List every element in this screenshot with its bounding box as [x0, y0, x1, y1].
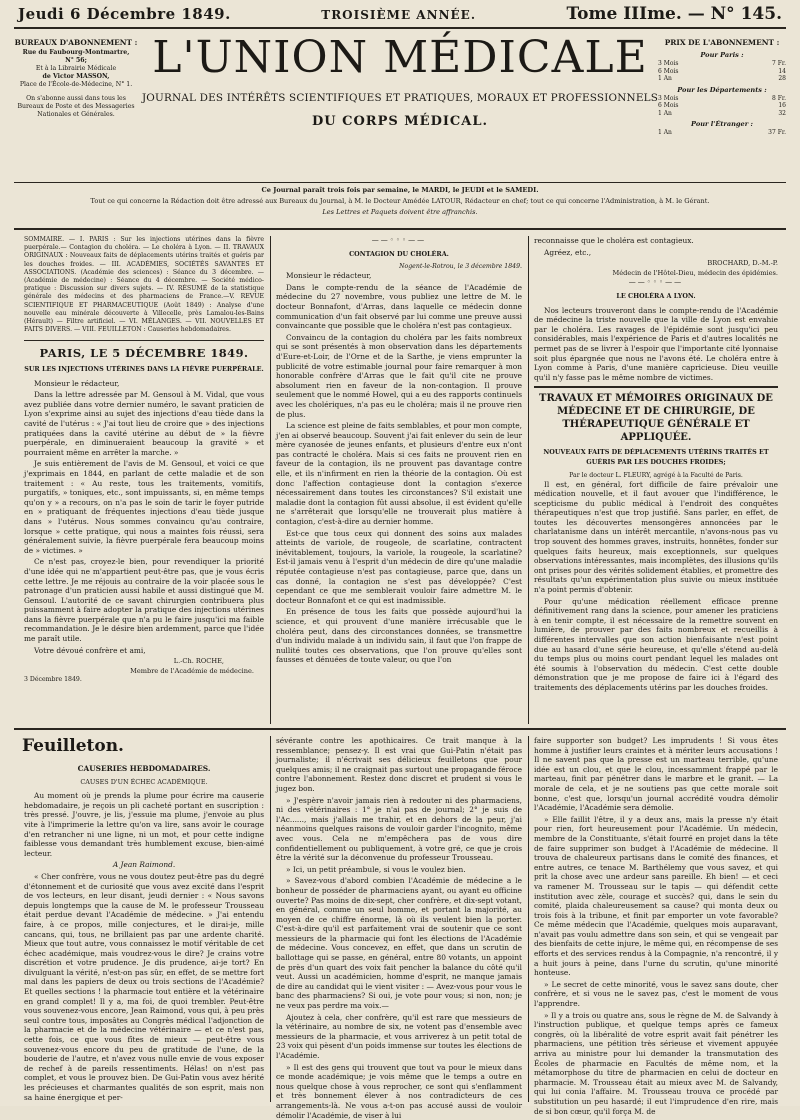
- column-divider: [270, 736, 271, 1102]
- paris-heading: PARIS, LE 5 DÉCEMBRE 1849.: [39, 346, 249, 361]
- paragraph: Pour qu'une médication réellement efficace prenne définitivement rang dans la science, pour amener les praticiens à en tenir compte, il est nécessaire de la remettre souvent en lumière, de prouver par des faits nombreux et recueillis à différentes intervalles que son action bienfaisante n'est point due au hasard d'une série heureuse, et qu'elle s'étend au-delà du temps plus ou moins court pendant lequel les malades ont été soumis à l'observation du médecin. C'est cette double démonstration que je me propose de faire ici à l'égard des traitements des déplacements utérins par les douches froides.: [534, 596, 778, 692]
- column-1: [24, 236, 264, 724]
- signature-title: Médecin de l'Hôtel-Dieu, médecin des épidémies.: [612, 268, 778, 277]
- feuilleton-column-2: [276, 736, 522, 1120]
- travaux-subheading: NOUVEAUX FAITS DE DÉPLACEMENTS UTÉRINS TRAITÉS ET GUÉRIS PAR LES DOUCHES FROIDES;: [543, 448, 769, 466]
- dateline: Nogent-le-Rotrou, le 3 décembre 1849.: [399, 263, 522, 271]
- cholera-heading: CONTAGION DU CHOLÉRA.: [349, 249, 449, 258]
- closing: Agréez, etc.,: [544, 247, 592, 257]
- notice-rule: [14, 182, 786, 183]
- paragraph: » Savez-vous d'abord combien l'Académie de médecine a le bonheur de posséder de pharmaciens ayant, ou ayant eu officine ouverte? Pas moins de dix-sept, cher confrère, et dix-sept votant, en général, comme un seul homme, et portant la majorité, au moyen de ce chiffre énorme, là où ils veulent bien la porter. C'est-à-dire qu'il est parfaitement vrai de soutenir que ce sont messieurs de la pharmacie qui font les élections de l'Académie de médecine. Vous concevez, en effet, que dans un scrutin de ballottage qui se passe, en général, entre 80 votants, un appoint de près d'un quart des voix fait pencher la balance du côté qu'il veut. Aussi un académicien, homme d'esprit, ne manque jamais de dire au candidat qui le vient visiter : — Avez-vous pour vous le banc des pharmaciens? Si oui, je vote pour vous; si non, non; je ne veux pas perdre ma voix.—: [276, 876, 522, 1011]
- issue-year: TROISIÈME ANNÉE.: [321, 8, 477, 22]
- price-row: 6 Mois 16: [658, 102, 786, 109]
- top-bar: [18, 4, 782, 24]
- feuilleton-subtitle: CAUSERIES HEBDOMADAIRES.: [77, 764, 211, 773]
- paragraph: En présence de tous les faits que possède aujourd'hui la science, et qui prouvent d'une manière irrécusable que le choléra peut, dans des circonstances données, se transmettre d'un individu malade à un individu sain, il faut que l'on frappe de nullité toutes ces observations, que l'on prouve qu'elles sont fausses et dénuées de toute valeur, ou que l'on: [276, 607, 522, 665]
- paragraph: » Il y a trois ou quatre ans, sous le règne de M. de Salvandy à l'instruction publique, et quelque temps après ce fameux congrès, où la libéralité de votre esprit avait fait pénétrer les pharmaciens, une pétition très sérieuse et vivement appuyée arriva au ministre pour lui demander la transmutation des Écoles de pharmacie en Facultés de même nom, et la métamorphose du titre de pharmacien en celui de docteur en pharmacie. M. Trousseau était au mieux avec M. de Salvandy, qui lui conia l'affaire. M. Trousseau trouva ce procédé par substitution un peu hasardé; il eut l'imprudence d'en rire, mais de si bon cœur, qu'il força M. de: [534, 1010, 778, 1116]
- paragraph: Votre dévoué confrère et ami,: [34, 645, 146, 655]
- issue-date: Jeudi 6 Décembre 1849.: [18, 5, 231, 23]
- postage-notice: Les Lettres et Paquets doivent être affranchis.: [322, 208, 478, 216]
- column-divider: [528, 736, 529, 1102]
- subscription-foreign-label: Pour l'Étranger :: [691, 120, 753, 128]
- feuilleton-column-3: [534, 736, 778, 1116]
- ornament: ——◦◦◦——: [371, 236, 427, 244]
- travaux-heading: TRAVAUX ET MÉMOIRES ORIGINAUX DE MÉDECINE ET DE CHIRURGIE, DE THÉRAPEUTIQUE GÉNÉRALE ET APPLIQUÉE.: [539, 393, 773, 444]
- offices-line: de Victor MASSON,: [42, 73, 110, 80]
- offices-line: Et à la Librairie Médicale: [35, 65, 117, 72]
- feuilleton-title: Feuilleton.: [22, 736, 124, 756]
- subscription-title: PRIX DE L'ABONNEMENT :: [664, 38, 780, 47]
- paragraph: « Cher confrère, vous ne vous doutez peut-être pas du degré d'étonnement et de curiosité que vous avez excité dans l'esprit de vos lecteurs, en leur disant, jeudi dernier : « Nous savons depuis longtemps que la cause de M. le professeur Trousseau était perdue devant l'Académie de médecine. » J'ai entendu faire, à ce propos, mille conjectures, et le dirai-je, mille cancans, qui, tous, ne brillaient pas par une ardente charité. Mieux que tout autre, vous connaissez le motif véritable de cet échec académique, mais voudrez-vous le dire? Je crains votre discrétion et votre prudence. Je dis prudence, ai-je tort? En divulguant la vérité, n'est-on pas sûr, en effet, de se mettre fort mal dans les papiers de deux ou trois sections de l'Académie? Et quelles sections ! la pharmacie tout entière et la vétérinaire en grand complet! Il y a, ma foi, de quoi trembler. Peut-être vous souvenez-vous encore, Jean Raimond, vous qui, à peu près seul contre tous, imposâtes au Congrès médical l'adjonction de la pharmacie et de la médecine vétérinaire — et ce n'est pas, cette fois, ce que vous fîtes de mieux — peut-être vous souvenez-vous encore du peu de gratitude de l'une, de la bouderie de l'autre, et n'avez vous nulle envie de vous exposer de rechef à de pareils ressentiments. Hélas! on n'est pas complet, et vous le prouvez bien. De Gui-Patin vous avez hérité les précieuses et charmantes qualités de son esprit, mais non sa haine énergique et per-: [24, 871, 264, 1102]
- offices-line: Place de l'École-de-Médecine, N° 1.: [19, 81, 133, 88]
- feuilleton-rule: [14, 728, 786, 730]
- paragraph: Est-ce que tous ceux qui donnent des soins aux malades atteints de variole, de rougeole, de scarlatine, contractent inévitablement, toujours, la variole, la rougeole, la scarlatine? Est-il jamais venu à l'esprit d'un médecin de dire qu'une maladie réputée contagieuse n'est pas contagieuse, parce que, dans un cas donné, la contagion ne s'est pas développée? C'est cependant ce que me semblerait vouloir faire admettre M. le docteur Bonnafont et ce qui est inadmissible.: [276, 528, 522, 605]
- feuilleton-column-1: [24, 760, 264, 1100]
- paragraph: sévérante contre les apothicaires. Ce trait manque à la ressemblance; pensez-y. Il est vrai que Gui-Patin n'était pas journaliste; il n'écrivait ses délicieux feuilletons que pour quelques amis; il ne craignait pas surtout une propagande féroce contre l'abonnement. Restez donc discret et prudent si vous le jugez bon.: [276, 736, 522, 793]
- paragraph: reconnaisse que le choléra est contagieux.: [534, 236, 694, 245]
- issue-number: Tome IIIme. — N° 145.: [566, 4, 782, 24]
- content-rule: [14, 228, 786, 230]
- price-row: 1 An 28: [658, 75, 786, 82]
- signature-title: Membre de l'Académie de médecine.: [130, 666, 254, 675]
- subscription-dept-label: Pour les Départements :: [677, 85, 767, 94]
- offices-line: Rue du Faubourg-Montmartre,: [22, 49, 130, 56]
- feuilleton-subsubtitle: CAUSES D'UN ÉCHEC ACADÉMIQUE.: [80, 777, 208, 786]
- lyon-heading: LE CHOLÉRA A LYON.: [616, 291, 696, 300]
- subscription-paris-label: Pour Paris :: [700, 51, 744, 59]
- paragraph: La science est pleine de faits semblables, et pour mon compte, j'en ai observé beaucoup. Souvent j'ai fait enlever du sein de leur mère cyanosée de jeunes enfants, et plusieurs d'entre eux n'ont pas contracté le choléra. Mais si ces faits ne prouvent rien en faveur de la contagion, ils ne prouvent pas davantage contre elle, et ils n'infirment en rien la théorie de la contagion. Où est donc l'affection contagieuse dont la contagion s'exerce nécessairement dans toutes les circonstances? S'il existait une maladie dont la contagion fût aussi absolue, il est évident qu'elle ne s'arrêterait que lorsqu'elle ne trouverait plus matière à contagion, c'est-à-dire au dernier homme.: [276, 421, 522, 527]
- paragraph: Il est, en général, fort difficile de faire prévaloir une médication nouvelle, et il faut avouer que l'indifférence, le scepticisme du public médical à l'endroit des conquêtes thérapeutiques n'est que trop justifié. Sans parler, en effet, de toutes les découvertes mensongères annoncées par le charlatanisme dans un intérêt mercantile, n'avons-nous pas vu trop souvent des hommes graves, instruits, honnêtes, fonder sur quelques faits heureux, mais exceptionnels, sur quelques observations intéressantes, mais incomplètes, des illusions qu'ils ont prises pour des vérités solidement établies, et promettre des résultats qu'un expérimentation plus suivie ou mieux instituée n'a point permis d'obtenir.: [534, 479, 778, 595]
- paragraph: faire supporter son budget? Les imprudents ! Si vous êtes homme à justifier leurs craintes et à mériter leurs accusations ! Il ne savent pas que la presse est un marteau terrible, qu'une idée est un clou, et que le clou, incessamment frappé par le marteau, finit par pénétrer dans le marbre et le granit. — La morale de cela, et je ne soutiens pas que cette morale soit bonne, c'est que, lorsqu'un journal accrédité voudra démolir l'Académie, l'Académie sera démolie.: [534, 736, 778, 813]
- paragraph: Ce n'est pas, croyez-le bien, pour revendiquer la priorité d'une idée qui ne m'appartient peut-être pas, que je vous écris cette lettre. Je me réjouis au contraire de la voir placée sous le patronage d'un praticien aussi habile et aussi distingué que M. Gensoul. L'autorité de ce savant chirurgien contribuera plus puissamment à faire adopter la pratique des injections utérines dans la fièvre puerpérale que n'a pu le faire jusqu'ici ma faible recommandation. Je le désire bien ardemment, parce que l'idée me paraît utile.: [24, 557, 264, 644]
- subscription-box: [658, 38, 786, 137]
- offices-line: N° 56;: [65, 57, 87, 64]
- paragraph: Convaincu de la contagion du choléra par les faits nombreux qui se sont présentés à mon observation dans les départements d'Eure-et-Loir, de l'Orne et de la Sarthe, je viens emprunter la publicité de votre estimable journal pour faire remarquer à mon honorable confrère d'Arras que le fait qu'il cite ne prouve absolument rien en faveur de la non-contagion. Il prouve seulement que le nommé Howel, qui a eu des rapports continuels avec les cholériques, n'a pas eu le choléra; mais il ne prouve rien de plus.: [276, 332, 522, 419]
- offices-title: BUREAUX D'ABONNEMENT :: [14, 38, 138, 47]
- letter-date: 3 Décembre 1849.: [24, 676, 82, 684]
- offices-note: On s'abonne aussi dans tous les Bureaux de Poste et des Messageries Nationales et Générales.: [17, 95, 135, 118]
- offices-box: [14, 38, 138, 119]
- price-row: 1 An 32: [658, 109, 786, 117]
- column-divider: [270, 236, 271, 724]
- ornament: ——◦◦◦——: [628, 278, 684, 287]
- paragraph: Au moment où je prends la plume pour écrire ma causerie hebdomadaire, je reçois un pli cacheté portant en suscription : très pressé. J'ouvre, je lis, j'essuie ma plume, j'envoie au plus vite à l'imprimerie la lettre qu'on va lire, sans avoir le courage d'en retrancher ni une ligne, ni un mot, et pour cette indigne faiblesse vous demandant très humblement excuse, bien-aimé lecteur.: [24, 791, 264, 858]
- column-divider: [528, 236, 529, 724]
- addressee: A Jean Raimond.: [112, 860, 176, 870]
- paragraph: » Le secret de cette minorité, vous le savez sans doute, cher confrère, et si vous ne le savez pas, c'est le moment de vous l'apprendre.: [534, 979, 778, 1009]
- column-2: [276, 236, 522, 724]
- paragraph: Nos lecteurs trouveront dans le compte-rendu de l'Académie de médecine la triste nouvelle que la ville de Lyon est envahie par le choléra. Les ravages de l'épidémie sont jusqu'ici peu considérables, mais l'expérience de Paris et d'autres localités ne permet pas de se livrer à l'espoir que l'importante cité lyonnaise soit plus épargnée que nous ne l'avons été. Le choléra entre à Lyon comme à Paris, d'une manière capricieuse. Dieu veuille qu'il n'y fasse pas le même nombre de victimes.: [534, 305, 778, 382]
- paragraph: Je suis entièrement de l'avis de M. Gensoul, et voici ce que j'exprimais en 1844, en parlant de cette maladie et de son traitement : « Au reste, tous les traitements, vomitifs, purgatifs, » toniques, etc., sont impuissants, si, en même temps qu'on y » a recours, on n'a pas le soin de tarir le foyer putride en » pratiquant de fréquentes injections d'eau tiède jusque dans » l'utérus. Nous sommes convaincu qu'au contraire, lorsque » cette pratique, qui nous a maintes fois réussi, sera généralement suivie, la fièvre puerpérale fera beaucoup moins de » victimes. »: [24, 459, 264, 555]
- summary: SOMMAIRE. — I. PARIS : Sur les injections utérines dans la fièvre puerpérale.— Contagion du choléra. — Le choléra à Lyon. — II. TRAVAUX ORIGINAUX : Nouveaux faits de déplacements utérins traités et guéris par les douches froides. — III. ACADÉMIES, SOCIÉTÉS SAVANTES ET ASSOCIATIONS. (Académie des sciences) : Séance du 3 décembre. — (Académie de médecine) : Séance du 4 décembre. — Société médico-pratique : Discussion sur divers sujets. — IV. RÉSUMÉ de la statistique générale des médecins et des pharmaciens de France.—V. REVUE SCIENTIFIQUE ET PHARMACEUTIQUE (Août 1849) : Analyse d'une nouvelle eau minérale découverte à Villecelle, près Lamalou-les-Bains (Hérault) — Filtre artificiel. — VI. MÉLANGES. — VII. NOUVELLES ET FAITS DIVERS. — VIII. FEUILLETON : Causeries hebdomadaires.: [24, 236, 264, 334]
- byline: Par le docteur L. FLEURY, agrégé à la Faculté de Paris.: [569, 471, 743, 479]
- paragraph: » Il est des gens qui trouvent que tout va pour le mieux dans ce monde académique; je vois même que le temps a outre en nous quelque chose à vous reprocher, ce sont qui s'enflamment et très bonnement élever à nos contradicteurs de ces arrangements-là. Ne vous a-t-on pas accusé aussi de vouloir démolir l'Académie, de viser à lui: [276, 1062, 522, 1120]
- newspaper-title: L'UNION MÉDICALE: [152, 32, 648, 83]
- newspaper-subtitle: JOURNAL DES INTÉRÊTS SCIENTIFIQUES ET PRATIQUES, MORAUX ET PROFESSIONNELS: [141, 92, 659, 104]
- signature: BROCHARD, D.-M.-P.: [707, 259, 778, 268]
- newspaper-subtitle-2: DU CORPS MÉDICAL.: [311, 114, 489, 129]
- publication-notice: Ce Journal paraît trois fois par semaine, le MARDI, le JEUDI et le SAMEDI.: [261, 186, 539, 194]
- editorial-notice: Tout ce qui concerne la Rédaction doit être adressé aux Bureaux du Journal, à M. le Docteur Amédée LATOUR, Rédacteur en chef; tout ce qui concerne l'Administration, à M. le Gérant.: [90, 197, 710, 205]
- masthead: [140, 30, 660, 129]
- top-rule: [14, 27, 786, 29]
- price-row: 1 An 37 Fr.: [658, 129, 786, 136]
- paragraph: Dans la lettre adressée par M. Gensoul à M. Vidal, que vous avez publiée dans votre dernier numéro, le savant praticien de Lyon s'exprime ainsi au sujet des injections d'eau tiède dans la cavité de l'utérus : « J'ai tout lieu de croire que » des injections pratiquées dans la cavité utérine au début de » la fièvre puerpérale, en diminueraient beaucoup la gravité » et pourraient même en arrêter la marche. »: [24, 390, 264, 457]
- paragraph: Dans le compte-rendu de la séance de l'Académie de médecine du 27 novembre, vous publiez une lettre de M. le docteur Bonnafont, d'Arras, dans laquelle ce médecin donne communication d'un fait observé par lui comme une preuve aussi convaincante que possible que le choléra n'est pas contagieux.: [276, 282, 522, 331]
- price-row: 6 Mois 14: [658, 67, 786, 75]
- injections-subheading: SUR LES INJECTIONS UTÉRINES DANS LA FIÈVRE PUERPÉRALE.: [24, 365, 264, 374]
- salutation: Monsieur le rédacteur,: [34, 378, 120, 388]
- paragraph: » J'espère n'avoir jamais rien à redouter ni des pharmaciens, ni des vétérinaires : 1° je n'ai pas de journal; 2° je suis de l'Ac......, mais j'allais me trahir, et en dehors de la peur, j'ai néanmoins quelques raisons de vouloir garder l'incognito, même avec vous. Cela ne m'empêchera pas de vous dire confidentiellement ou publiquement, à votre gré, ce que je crois être la vérité sur la déconvenue du professeur Trousseau.: [276, 795, 522, 863]
- price-row: 3 Mois 8 Fr.: [658, 94, 786, 102]
- paragraph: » Ici, un petit préambule, si vous le voulez bien.: [286, 864, 466, 874]
- paragraph: » Elle faillit l'être, il y a deux ans, mais la presse n'y était pour rien, fort heureusement pour l'Académie. Un médecin, membre de la Constituante, s'était fourré en projet dans la tête de faire supprimer son budget à l'Académie de médecine. Il trouva de chaleureux partisans dans le comité des finances, et entre autres, ce tenace M. Barthélemy que vous savez, et qui prit la chose avec une ardeur sans pareille. Eh bien! — et ceci va ramener M. Trousseau sur le tapis — qui défendit cette institution avec zèle, courage et succès? qui, dans le sein du comité, plaida chaleureusement sa cause? qui monta deux ou trois fois à la tribune, et finit par emporter un vote favorable? Ce même médecin que l'Académie, quelques mois auparavant, n'avait pas voulu admettre dans son sein, et qui se vengeait par des bienfaits de cette injure, le même qui, en récompense de ses efforts et des services rendus à la Compagnie, n'a rencontré, il y a huit jours à peine, dans l'urne du scrutin, qu'une minorité honteuse.: [534, 814, 778, 978]
- salutation: Monsieur le rédacteur,: [286, 271, 372, 281]
- signature: L.-Ch. ROCHE,: [173, 657, 224, 666]
- price-row: 3 Mois 7 Fr.: [658, 60, 786, 67]
- column-3: [534, 236, 778, 724]
- paragraph: Ajoutez à cela, cher confrère, qu'il est rare que messieurs de la vétérinaire, au nombre de six, ne votent pas d'ensemble avec messieurs de la pharmacie, et vous arriverez à un petit total de 23 voix qui pèsent d'un poids immense sur toutes les élections de l'Académie.: [276, 1012, 522, 1060]
